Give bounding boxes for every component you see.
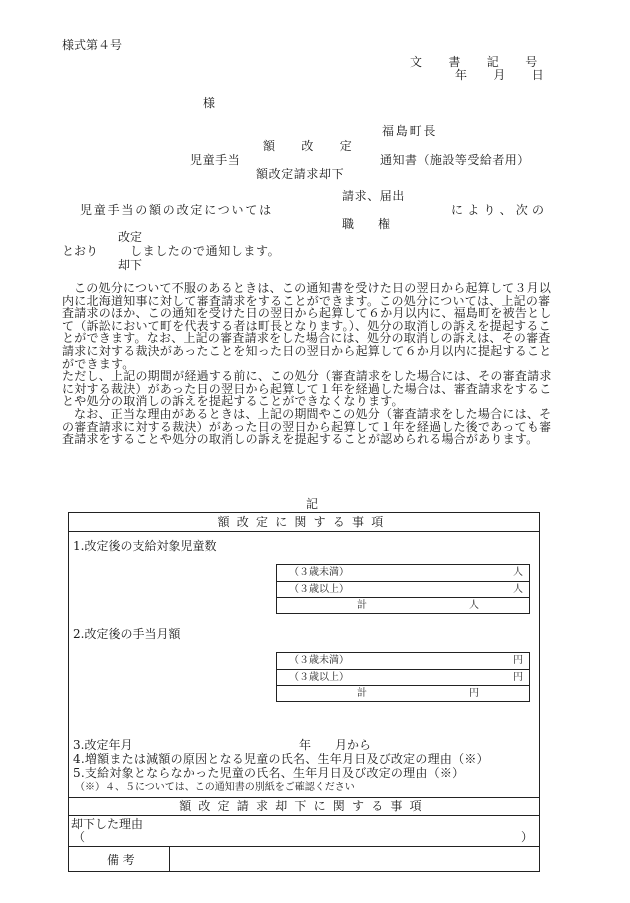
section2-header: 額改定請求却下に関する事項 <box>179 799 429 813</box>
remarks-label: 備考 <box>107 853 139 867</box>
reason-paren-close: ） <box>521 830 534 844</box>
amount-row-under3: （３歳未満） 円 <box>289 655 523 666</box>
amount-row-over3: （３歳以上） 円 <box>277 669 529 686</box>
children-row-total: 計 人 <box>277 597 529 614</box>
divider <box>69 531 539 532</box>
children-row-over3: （３歳以上） 人 <box>277 581 529 598</box>
appeal-paragraph: この処分について不服のあるときは、この通知書を受けた日の翌日から起算して３月以内に北海道知事に対して審査請求をすることができます。この処分については、上記の審査請求のほか、この通知を受けた日の翌日から起算して６か月以内に、福島町を被告として（訴訟において町を代表する者は町長となります。）、処分の取消しの訴えを提起することができます。なお、上記の審査請求をした場合には、処分の取消しの訴えは、その審査請求に対する裁決があったことを知った日の翌日から起算して６か月以内に提起することができます。 <box>62 281 552 371</box>
item-5-label: 5.支給対象とならなかった児童の氏名、生年月日及び改定の理由（※） <box>73 766 465 780</box>
appeal-notice <box>62 282 560 446</box>
remarks-divider <box>169 846 170 871</box>
details-table <box>68 512 540 872</box>
footnote: （※）４、５については、この通知書の別紙をご確認ください <box>75 782 355 793</box>
item-1-label: 1.改定後の支給対象児童数 <box>73 539 217 553</box>
lead-line2-option-bottom: 却下 <box>118 258 143 272</box>
item-3-value: 年 月から <box>299 738 372 752</box>
form-number: 様式第４号 <box>62 38 123 52</box>
lead-line2-prefix: とおり <box>62 244 99 258</box>
divider <box>69 797 539 798</box>
addressee-suffix: 様 <box>203 96 216 110</box>
ki-label: 記 <box>306 497 319 511</box>
reject-reason-label: 却下した理由 <box>71 817 144 831</box>
item-3-label: 3.改定年月 <box>73 738 133 752</box>
divider <box>69 846 539 847</box>
divider <box>69 815 539 816</box>
lead-prefix: 児童手当の額の改定については <box>80 203 273 217</box>
item-4-label: 4.増額または減額の原因となる児童の氏名、生年月日及び改定の理由（※） <box>73 752 489 766</box>
lead-suffix: により、次の <box>451 203 549 217</box>
title-option-bottom: 額改定請求却下 <box>256 167 345 181</box>
section1-header: 額改定に関する事項 <box>217 515 391 529</box>
appeal-paragraph: なお、正当な理由があるときは、上記の期間やこの処分（審査請求をした場合には、その審査請求に対する裁決）があった日の翌日から起算して１年を経過した後であっても審査請求をすることや処分の取消しの訴えを提起することが認められる場合があります。 <box>62 406 552 447</box>
lead-option-top: 請求、届出 <box>342 189 406 203</box>
amount-table <box>276 652 530 702</box>
issuer-name: 福島町長 <box>382 124 438 138</box>
children-row-under3: （３歳未満） 人 <box>289 567 523 578</box>
document-number-label: 文 書 記 号 <box>410 55 545 69</box>
appeal-paragraph: ただし、上記の期間が経過する前に、この処分（審査請求をした場合には、その審査請求に対する裁決）があった日の翌日から起算して１年を経過した場合は、審査請求をすることや処分の取消しの訴えを提起することができなくなります。 <box>62 369 552 409</box>
title-left: 児童手当 <box>190 153 241 167</box>
lead-line2-option-top: 改定 <box>118 230 143 244</box>
reason-paren-open: （ <box>73 830 86 844</box>
children-count-table <box>276 564 530 614</box>
item-2-label: 2.改定後の手当月額 <box>73 627 181 641</box>
title-right: 通知書（施設等受給者用） <box>380 153 530 167</box>
lead-option-bottom: 職 権 <box>342 217 391 231</box>
date-label: 年 月 日 <box>455 68 552 82</box>
title-option-top: 額 改 定 <box>263 139 360 153</box>
lead-line2-suffix: しましたので通知します。 <box>130 244 281 258</box>
amount-row-total: 計 円 <box>277 685 529 702</box>
